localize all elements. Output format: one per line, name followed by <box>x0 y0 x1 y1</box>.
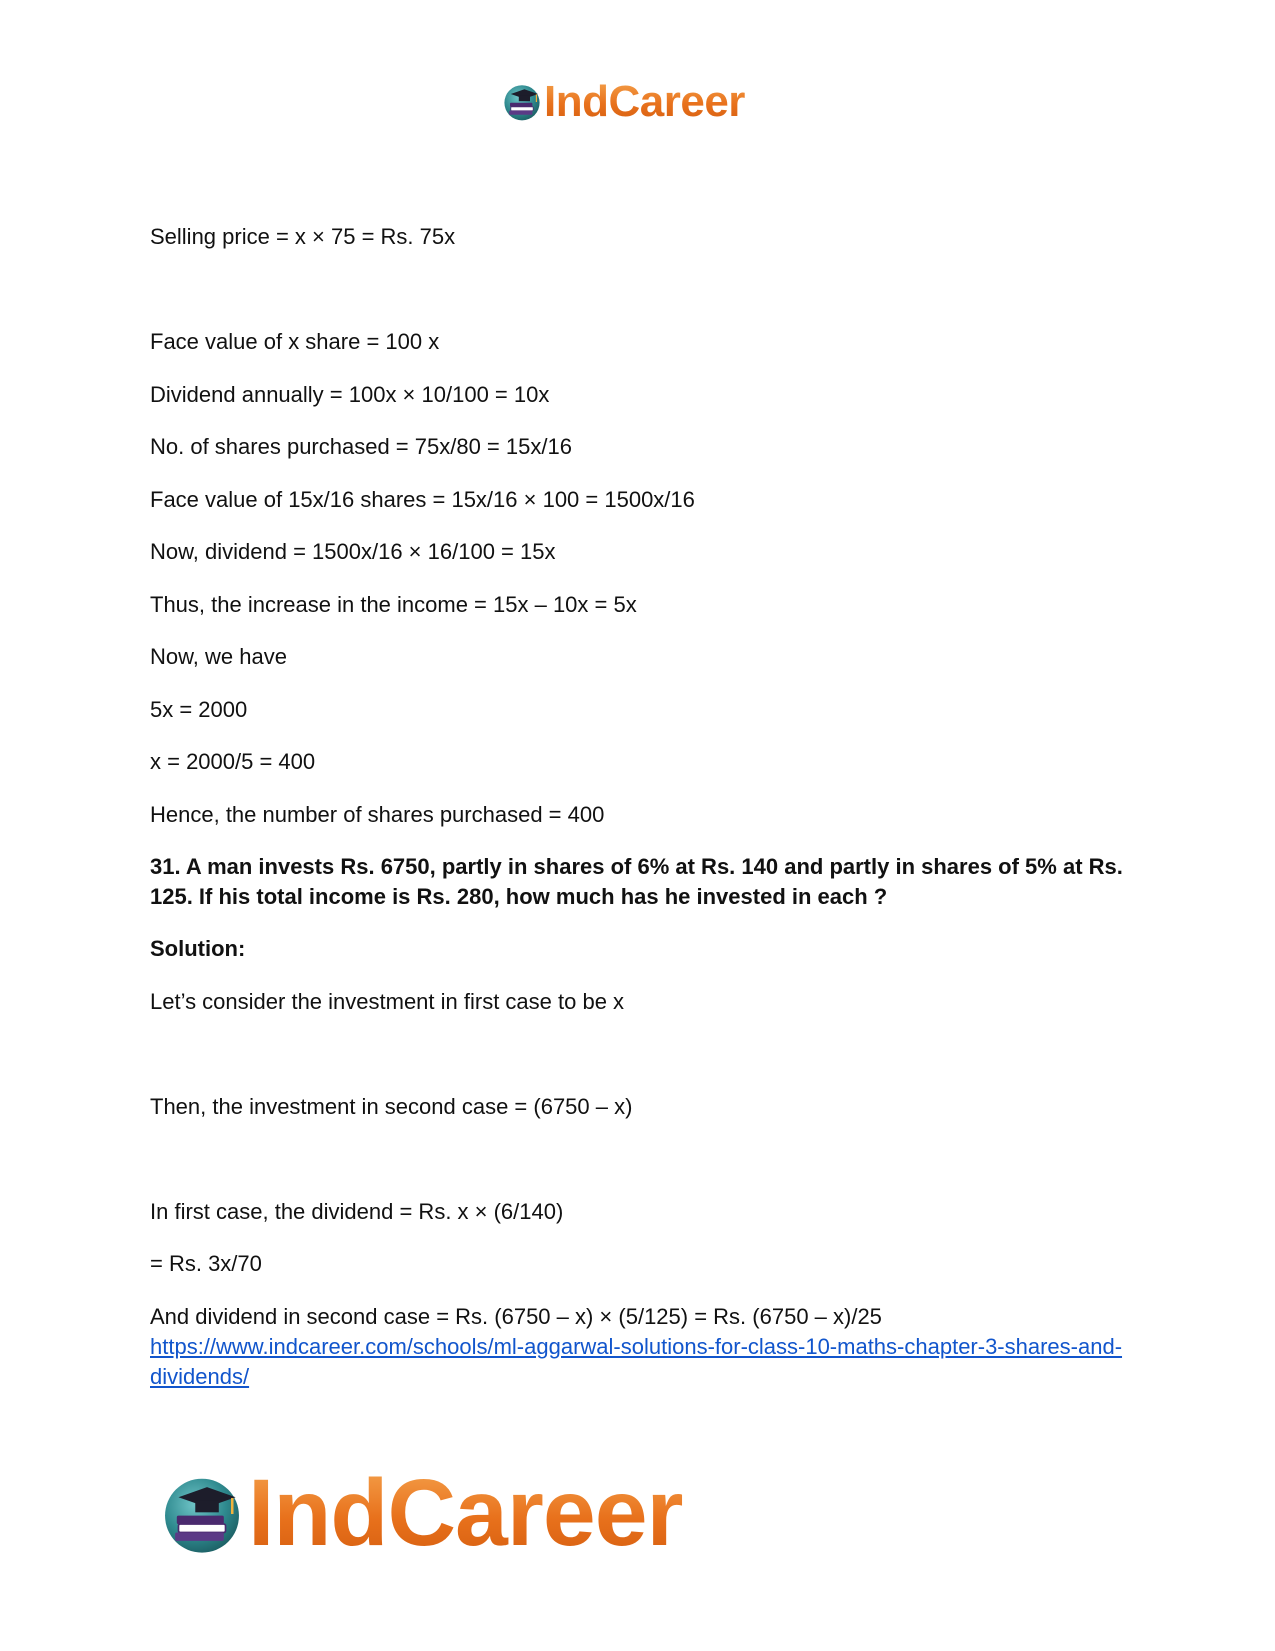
text-line: Face value of x share = 100 x <box>150 329 440 354</box>
header-logo <box>502 77 745 126</box>
text-line: Now, dividend = 1500x/16 × 16/100 = 15x <box>150 539 556 564</box>
text-line: 5x = 2000 <box>150 697 248 722</box>
text-line: Face value of 15x/16 shares = 15x/16 × 100 = 1500x/16 <box>150 487 695 512</box>
solution-line: Then, the investment in second case = (6750 – x) <box>150 1094 633 1119</box>
solution-label: Solution: <box>150 936 246 961</box>
logo-text: IndCareer <box>248 1460 683 1566</box>
graduation-cap-book-emblem-icon <box>160 1472 244 1556</box>
text-line: Thus, the increase in the income = 15x – 10x = 5x <box>150 592 637 617</box>
text-line: No. of shares purchased = 75x/80 = 15x/16 <box>150 434 572 459</box>
solution-line: Let’s consider the investment in first case to be x <box>150 989 625 1014</box>
text-line: Selling price = x × 75 = Rs. 75x <box>150 224 456 249</box>
solution-line: In first case, the dividend = Rs. x × (6/140) <box>150 1199 564 1224</box>
text-line: Dividend annually = 100x × 10/100 = 10x <box>150 382 550 407</box>
graduation-cap-book-emblem-icon <box>502 82 542 122</box>
text-line: Now, we have <box>150 644 287 669</box>
solution-line: = Rs. 3x/70 <box>150 1251 262 1276</box>
text-line: x = 2000/5 = 400 <box>150 749 316 774</box>
question-heading: 31. A man invests Rs. 6750, partly in shares of 6% at Rs. 140 and partly in shares of 5% at Rs. 125. If his total income is Rs. 280, how much has he invested in each ? <box>150 854 1123 909</box>
text-line: Hence, the number of shares purchased = 400 <box>150 802 605 827</box>
footer-logo <box>160 1460 683 1566</box>
logo-text: IndCareer <box>544 77 745 126</box>
source-link[interactable]: https://www.indcareer.com/schools/ml-aggarwal-solutions-for-class-10-maths-chapter-3-shares-and-dividends/ <box>150 1334 1123 1389</box>
solution-line: And dividend in second case = Rs. (6750 – x) × (5/125) = Rs. (6750 – x)/25 <box>150 1304 882 1329</box>
